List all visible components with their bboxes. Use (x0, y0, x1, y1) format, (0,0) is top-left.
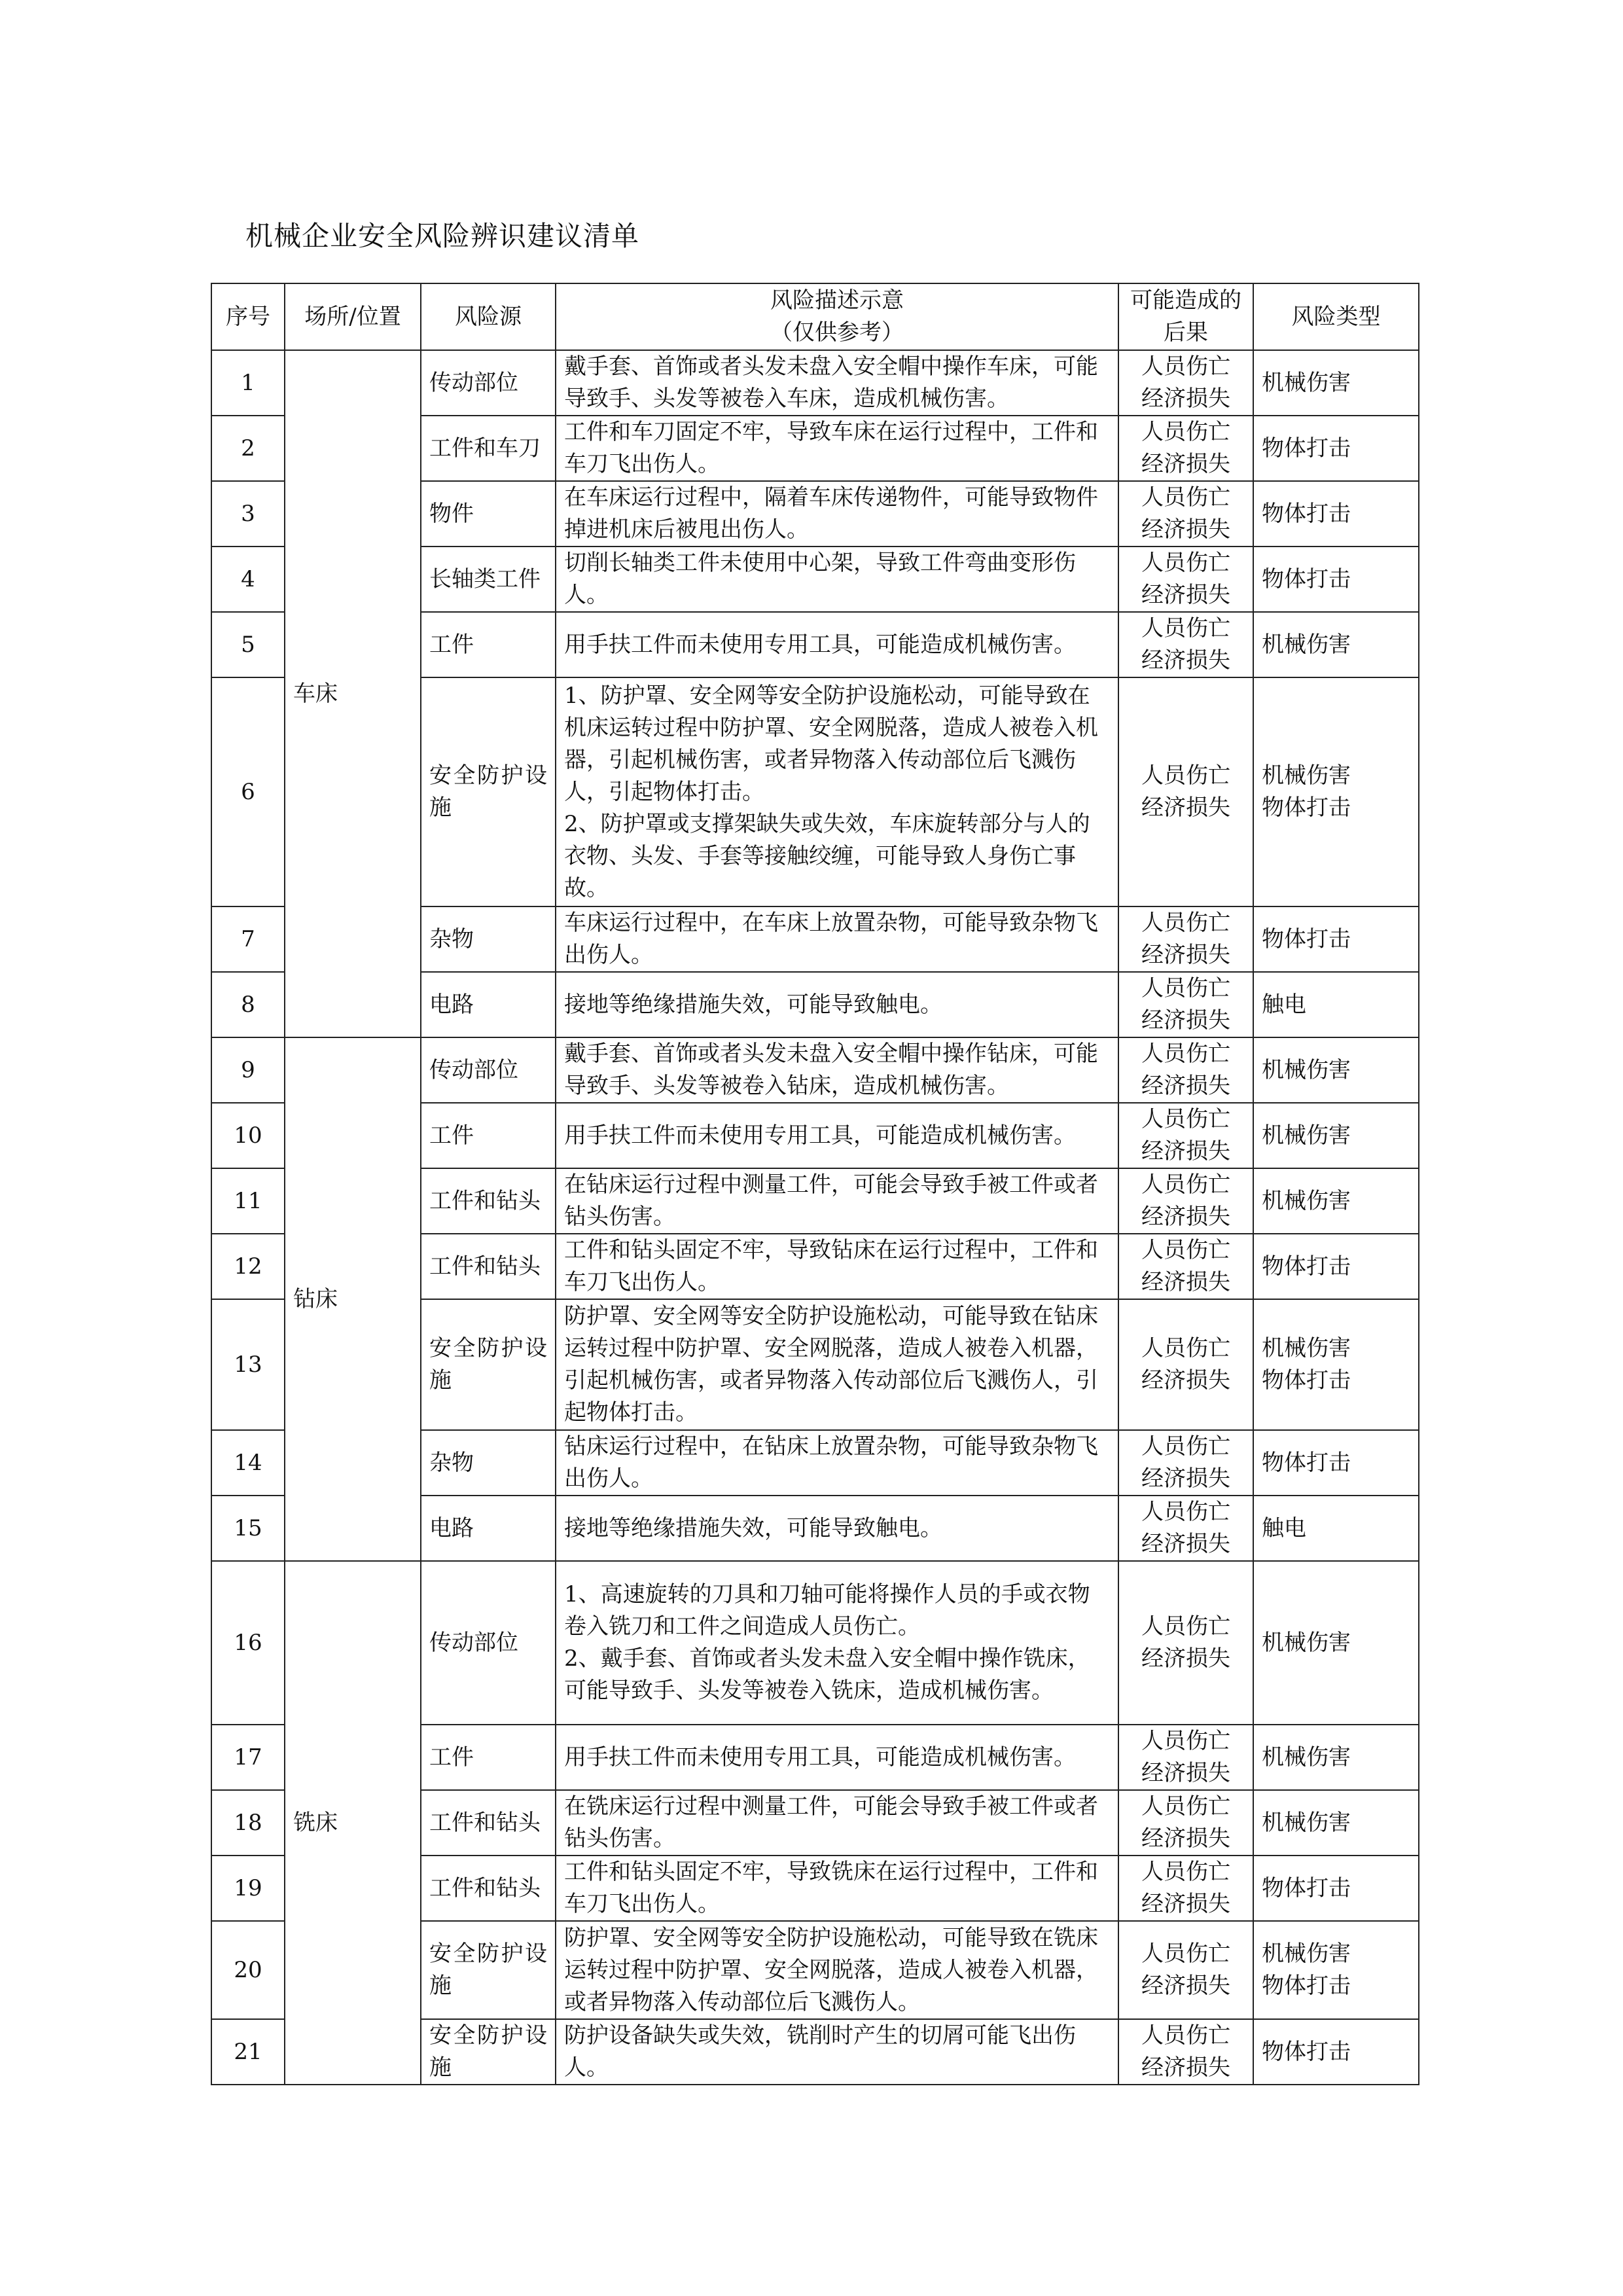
consequence-item: 人员伤亡 (1141, 484, 1230, 511)
consequence-item: 人员伤亡 (1141, 1728, 1230, 1754)
risk-type-cell (1253, 1725, 1419, 1790)
consequence-cell (1118, 1496, 1253, 1561)
risk-description-cell: 在车床运行过程中，隔着车床传递物件，可能导致物件掉进机床后被甩出伤人。 (556, 481, 1118, 547)
risk-source-cell: 工件 (421, 1725, 556, 1790)
risk-description-cell: 用手扶工件而未使用专用工具，可能造成机械伤害。 (556, 1725, 1118, 1790)
consequence-item: 经济损失 (1141, 1973, 1230, 1999)
risk-type-cell (1253, 1496, 1419, 1561)
consequence-cell (1118, 350, 1253, 416)
row-number: 19 (211, 1856, 285, 1921)
row-number: 12 (211, 1234, 285, 1299)
row-number: 18 (211, 1790, 285, 1856)
consequence-cell (1118, 1725, 1253, 1790)
header-location: 场所/位置 (285, 283, 421, 350)
risk-type-cell (1253, 2019, 1419, 2085)
risk-description-cell: 戴手套、首饰或者头发未盘入安全帽中操作钻床，可能导致手、头发等被卷入钻床，造成机械伤害。 (556, 1037, 1118, 1103)
consequence-item: 人员伤亡 (1141, 615, 1230, 641)
table-row (211, 1037, 1419, 1103)
row-number: 2 (211, 416, 285, 481)
risk-type-cell (1253, 906, 1419, 972)
consequence-item: 人员伤亡 (1141, 2022, 1230, 2049)
consequence-item: 经济损失 (1141, 1891, 1230, 1917)
consequence-item: 人员伤亡 (1141, 910, 1230, 936)
risk-type-item: 机械伤害 (1262, 1941, 1351, 1967)
consequence-cell (1118, 1430, 1253, 1496)
risk-source-cell: 长轴类工件 (421, 547, 556, 612)
risk-type-cell (1253, 416, 1419, 481)
consequence-item: 经济损失 (1141, 1138, 1230, 1164)
consequence-item: 人员伤亡 (1141, 1941, 1230, 1967)
risk-source-cell: 工件和车刀 (421, 416, 556, 481)
consequence-item: 经济损失 (1141, 647, 1230, 673)
risk-description-cell: 钻床运行过程中，在钻床上放置杂物，可能导致杂物飞出伤人。 (556, 1430, 1118, 1496)
risk-description-cell: 用手扶工件而未使用专用工具，可能造成机械伤害。 (556, 612, 1118, 677)
risk-description-cell: 在钻床运行过程中测量工件，可能会导致手被工件或者钻头伤害。 (556, 1168, 1118, 1234)
consequence-item: 经济损失 (1141, 942, 1230, 968)
risk-description-cell: 防护罩、安全网等安全防护设施松动，可能导致在铣床运转过程中防护罩、安全网脱落，造成人被卷入机器，或者异物落入传动部位后飞溅伤人。 (556, 1921, 1118, 2019)
risk-description-cell: 车床运行过程中，在车床上放置杂物，可能导致杂物飞出伤人。 (556, 906, 1118, 972)
consequence-cell (1118, 1037, 1253, 1103)
consequence-item: 经济损失 (1141, 1073, 1230, 1099)
risk-type-item: 机械伤害 (1262, 631, 1351, 658)
risk-description-cell: 用手扶工件而未使用专用工具，可能造成机械伤害。 (556, 1103, 1118, 1168)
risk-description-cell: 1、防护罩、安全网等安全防护设施松动，可能导致在机床运转过程中防护罩、安全网脱落，造成人被卷入机器，引起机械伤害，或者异物落入传动部位后飞溅伤人，引起物体打击。 2、防护罩或支撑架缺失或失效，车床旋转部分与人的衣物、头发、手套等接触绞缠，可能导致人身伤亡事故。 (556, 677, 1118, 906)
risk-description-cell: 防护设备缺失或失效，铣削时产生的切屑可能飞出伤人。 (556, 2019, 1118, 2085)
consequence-item: 经济损失 (1141, 1531, 1230, 1557)
consequence-cell (1118, 1103, 1253, 1168)
consequence-cell (1118, 1299, 1253, 1430)
risk-description-cell: 工件和钻头固定不牢，导致钻床在运行过程中，工件和车刀飞出伤人。 (556, 1234, 1118, 1299)
risk-description-cell: 在铣床运行过程中测量工件，可能会导致手被工件或者钻头伤害。 (556, 1790, 1118, 1856)
risk-source-cell: 传动部位 (421, 1561, 556, 1725)
row-number: 5 (211, 612, 285, 677)
consequence-cell (1118, 1168, 1253, 1234)
header-description-line2: （仅供参考） (770, 319, 904, 346)
consequence-item: 人员伤亡 (1141, 550, 1230, 576)
consequence-cell (1118, 612, 1253, 677)
consequence-item: 经济损失 (1141, 1825, 1230, 1852)
risk-type-cell (1253, 972, 1419, 1037)
risk-type-cell (1253, 1921, 1419, 2019)
risk-source-cell: 安全防护设施 (421, 1921, 556, 2019)
header-source: 风险源 (421, 283, 556, 350)
header-consequence: 可能造成的后果 (1118, 283, 1253, 350)
risk-type-item: 触电 (1262, 991, 1306, 1018)
risk-type-cell (1253, 481, 1419, 547)
consequence-cell (1118, 416, 1253, 481)
row-number: 8 (211, 972, 285, 1037)
risk-type-cell (1253, 1234, 1419, 1299)
risk-type-item: 机械伤害 (1262, 1744, 1351, 1770)
risk-type-cell (1253, 1856, 1419, 1921)
risk-source-cell: 工件和钻头 (421, 1856, 556, 1921)
consequence-item: 人员伤亡 (1141, 975, 1230, 1001)
table-body (211, 350, 1419, 2085)
risk-source-cell: 工件和钻头 (421, 1168, 556, 1234)
risk-description-cell: 工件和车刀固定不牢，导致车床在运行过程中，工件和车刀飞出伤人。 (556, 416, 1118, 481)
consequence-item: 经济损失 (1141, 795, 1230, 821)
risk-type-item: 机械伤害 (1262, 1056, 1351, 1083)
consequence-item: 经济损失 (1141, 451, 1230, 477)
consequence-cell (1118, 1856, 1253, 1921)
row-number: 6 (211, 677, 285, 906)
row-number: 4 (211, 547, 285, 612)
risk-type-item: 机械伤害 (1262, 1122, 1351, 1149)
risk-type-item: 物体打击 (1262, 1874, 1351, 1901)
risk-type-cell (1253, 1103, 1419, 1168)
risk-description-cell: 接地等绝缘措施失效，可能导致触电。 (556, 1496, 1118, 1561)
risk-type-item: 物体打击 (1262, 1253, 1351, 1280)
consequence-cell (1118, 972, 1253, 1037)
risk-type-item: 物体打击 (1262, 2038, 1351, 2065)
risk-type-item: 物体打击 (1262, 565, 1351, 592)
consequence-cell (1118, 481, 1253, 547)
risk-type-item: 机械伤害 (1262, 762, 1351, 789)
consequence-cell (1118, 906, 1253, 972)
risk-source-cell: 工件 (421, 612, 556, 677)
consequence-item: 经济损失 (1141, 1269, 1230, 1295)
risk-type-cell (1253, 1561, 1419, 1725)
consequence-item: 人员伤亡 (1141, 1499, 1230, 1525)
row-number: 7 (211, 906, 285, 972)
header-description (556, 283, 1118, 350)
consequence-item: 人员伤亡 (1141, 1433, 1230, 1460)
row-number: 1 (211, 350, 285, 416)
risk-type-cell (1253, 677, 1419, 906)
risk-type-cell (1253, 612, 1419, 677)
consequence-cell (1118, 1561, 1253, 1725)
consequence-item: 经济损失 (1141, 582, 1230, 608)
row-number: 13 (211, 1299, 285, 1430)
row-number: 14 (211, 1430, 285, 1496)
risk-source-cell: 电路 (421, 972, 556, 1037)
row-number: 3 (211, 481, 285, 547)
header-no: 序号 (211, 283, 285, 350)
consequence-item: 人员伤亡 (1141, 1859, 1230, 1885)
risk-source-cell: 物件 (421, 481, 556, 547)
risk-type-item: 机械伤害 (1262, 1809, 1351, 1836)
risk-type-item: 机械伤害 (1262, 1187, 1351, 1214)
consequence-cell (1118, 1921, 1253, 2019)
risk-type-item: 机械伤害 (1262, 1629, 1351, 1656)
consequence-item: 人员伤亡 (1141, 1335, 1230, 1361)
consequence-cell (1118, 1790, 1253, 1856)
header-description-line1: 风险描述示意 (770, 287, 904, 314)
consequence-cell (1118, 547, 1253, 612)
consequence-item: 人员伤亡 (1141, 1793, 1230, 1820)
consequence-cell (1118, 2019, 1253, 2085)
risk-source-cell: 安全防护设施 (421, 677, 556, 906)
consequence-item: 人员伤亡 (1141, 1613, 1230, 1640)
row-number: 9 (211, 1037, 285, 1103)
consequence-item: 经济损失 (1141, 386, 1230, 412)
document-title: 机械企业安全风险辨识建议清单 (245, 220, 640, 252)
location-cell: 铣床 (285, 1561, 421, 2085)
consequence-item: 人员伤亡 (1141, 1106, 1230, 1132)
risk-type-item: 物体打击 (1262, 925, 1351, 952)
risk-type-cell (1253, 350, 1419, 416)
risk-source-cell: 杂物 (421, 906, 556, 972)
row-number: 17 (211, 1725, 285, 1790)
risk-description-cell: 防护罩、安全网等安全防护设施松动，可能导致在钻床运转过程中防护罩、安全网脱落，造成人被卷入机器，引起机械伤害，或者异物落入传动部位后飞溅伤人，引起物体打击。 (556, 1299, 1118, 1430)
risk-source-cell: 传动部位 (421, 1037, 556, 1103)
consequence-item: 人员伤亡 (1141, 1172, 1230, 1198)
risk-source-cell: 电路 (421, 1496, 556, 1561)
risk-type-item: 物体打击 (1262, 1367, 1351, 1393)
risk-type-cell (1253, 547, 1419, 612)
risk-type-cell (1253, 1790, 1419, 1856)
risk-table (211, 283, 1419, 2085)
consequence-cell (1118, 1234, 1253, 1299)
risk-source-cell: 杂物 (421, 1430, 556, 1496)
row-number: 21 (211, 2019, 285, 2085)
row-number: 15 (211, 1496, 285, 1561)
table-row (211, 350, 1419, 416)
risk-description-cell: 切削长轴类工件未使用中心架，导致工件弯曲变形伤人。 (556, 547, 1118, 612)
row-number: 20 (211, 1921, 285, 2019)
risk-description-cell: 接地等绝缘措施失效，可能导致触电。 (556, 972, 1118, 1037)
row-number: 11 (211, 1168, 285, 1234)
risk-type-item: 物体打击 (1262, 1973, 1351, 1999)
risk-source-cell: 工件和钻头 (421, 1790, 556, 1856)
risk-type-item: 物体打击 (1262, 500, 1351, 527)
header-type: 风险类型 (1253, 283, 1419, 350)
consequence-item: 人员伤亡 (1141, 1041, 1230, 1067)
consequence-item: 人员伤亡 (1141, 419, 1230, 445)
risk-source-cell: 安全防护设施 (421, 1299, 556, 1430)
risk-type-cell (1253, 1168, 1419, 1234)
risk-type-item: 触电 (1262, 1515, 1306, 1541)
risk-type-cell (1253, 1037, 1419, 1103)
row-number: 10 (211, 1103, 285, 1168)
consequence-item: 经济损失 (1141, 516, 1230, 543)
consequence-item: 经济损失 (1141, 1204, 1230, 1230)
table-header-row (211, 283, 1419, 350)
risk-description-cell: 戴手套、首饰或者头发未盘入安全帽中操作车床，可能导致手、头发等被卷入车床，造成机械伤害。 (556, 350, 1118, 416)
consequence-item: 经济损失 (1141, 1645, 1230, 1672)
consequence-item: 经济损失 (1141, 1007, 1230, 1033)
table-row (211, 1561, 1419, 1725)
consequence-item: 人员伤亡 (1141, 1237, 1230, 1263)
risk-type-item: 机械伤害 (1262, 369, 1351, 396)
consequence-item: 人员伤亡 (1141, 762, 1230, 789)
location-cell: 车床 (285, 350, 421, 1037)
risk-type-cell (1253, 1299, 1419, 1430)
risk-type-item: 机械伤害 (1262, 1335, 1351, 1361)
risk-source-cell: 工件 (421, 1103, 556, 1168)
consequence-item: 经济损失 (1141, 1760, 1230, 1786)
risk-description-cell: 工件和钻头固定不牢，导致铣床在运行过程中，工件和车刀飞出伤人。 (556, 1856, 1118, 1921)
risk-source-cell: 安全防护设施 (421, 2019, 556, 2085)
risk-source-cell: 工件和钻头 (421, 1234, 556, 1299)
consequence-item: 经济损失 (1141, 1367, 1230, 1393)
risk-source-cell: 传动部位 (421, 350, 556, 416)
risk-type-item: 物体打击 (1262, 795, 1351, 821)
consequence-item: 经济损失 (1141, 2054, 1230, 2081)
risk-description-cell: 1、高速旋转的刀具和刀轴可能将操作人员的手或衣物卷入铣刀和工件之间造成人员伤亡。 2、戴手套、首饰或者头发未盘入安全帽中操作铣床，可能导致手、头发等被卷入铣床，造成机械伤害。 (556, 1561, 1118, 1725)
row-number: 16 (211, 1561, 285, 1725)
risk-type-item: 物体打击 (1262, 1449, 1351, 1476)
risk-type-cell (1253, 1430, 1419, 1496)
consequence-item: 人员伤亡 (1141, 353, 1230, 380)
location-cell: 钻床 (285, 1037, 421, 1561)
consequence-item: 经济损失 (1141, 1465, 1230, 1492)
risk-type-item: 物体打击 (1262, 435, 1351, 461)
consequence-cell (1118, 677, 1253, 906)
